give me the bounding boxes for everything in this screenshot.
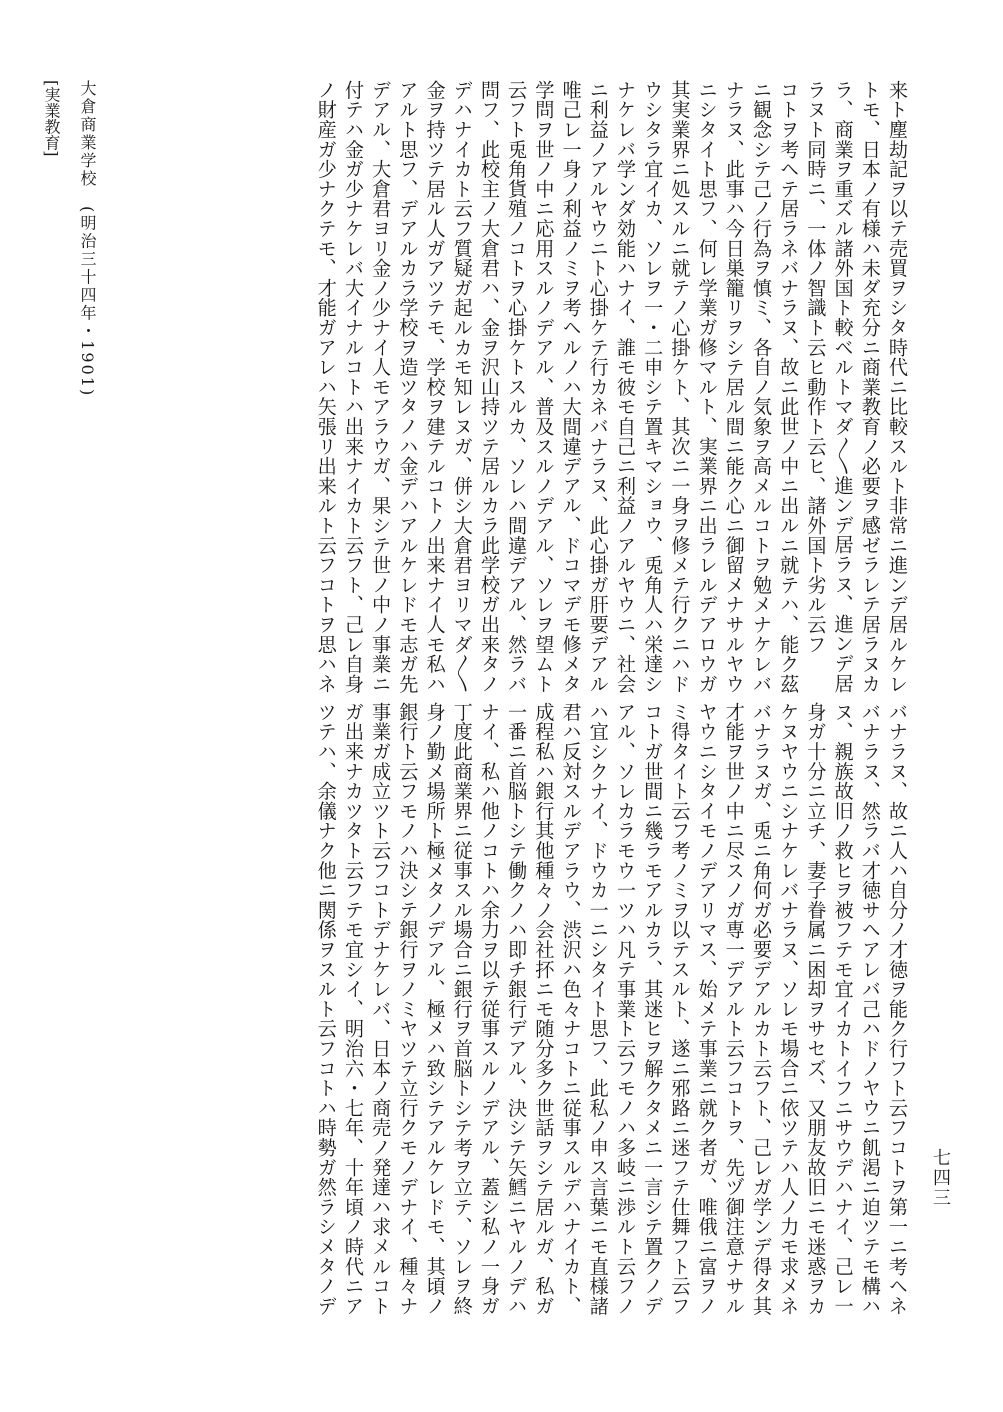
- text-column: 其実業界ニ処スルニ就テノ心掛ケト、其次ニ一身ヲ修メテ行クニハド: [668, 80, 692, 694]
- text-column: トモ、日本ノ有様ハ未ダ充分ニ商業教育ノ必要ヲ感ゼラレテ居ラヌカ: [858, 80, 882, 694]
- text-column: 一番ニ首脳トシテ働クノハ即チ銀行デアル、決シテ矢鱈ニヤルノデハ: [505, 702, 529, 1316]
- text-column: 身ガ十分ニ立チ、妻子眷属ニ困却ヲサセズ、又朋友故旧ニモ迷惑ヲカ: [804, 702, 828, 1316]
- text-column: 云フト兎角貨殖ノコトヲ心掛ケトスルカ、ソレハ間違デアル、然ラバ: [505, 80, 529, 694]
- text-column: バナラヌ、然ラバ才徳サヘアレバ己ハドノヤウニ飢渇ニ迫ツテモ構ハ: [858, 702, 882, 1316]
- text-column: 成程私ハ銀行其他種々ノ会社抔ニモ随分多ク世話ヲシテ居ルガ、私ガ: [532, 702, 556, 1316]
- text-column: ヤウニシタイモノデアリマス、始メテ事業ニ就ク者ガ、唯俄ニ富ヲノ: [695, 702, 719, 1316]
- text-column: ガ出来ナカツタト云フテモ宜シイ、明治六・七年、十年頃ノ時代ニア: [341, 702, 365, 1316]
- text-column: 金ヲ持ツテ居ル人ガアツテモ、学校ヲ建テルコトノ出来ナイ人モ私ハ: [423, 80, 447, 694]
- text-column: 身ノ勤メ場所ト極メタノデアル、極メハ致シテアルケレドモ、其頃ノ: [423, 702, 447, 1316]
- text-block-upper: [313, 80, 911, 694]
- text-column: ナイ、私ハ他ノコトハ余力ヲ以テ従事スルノデアル、蓋シ私ノ一身ガ: [477, 702, 501, 1316]
- text-column: デハナイカト云フ質疑ガ起ルカモ知レヌガ、併シ大倉君ヨリマダ〳〵: [450, 80, 474, 694]
- text-column: デアル、大倉君ヨリ金ノ少ナイ人モアラウガ、果シテ世ノ中ノ事業ニ: [369, 80, 393, 694]
- text-column: コトガ世間ニ幾ラモアルカラ、其迷ヒヲ解クタメニ一言シテ置クノデ: [641, 702, 665, 1316]
- text-column: ヌ、親族故旧ノ救ヒヲ被フテモ宜イカトイフニサウデハナイ、己レ一: [831, 702, 855, 1316]
- text-column: 才能ヲ世ノ中ニ尽スノガ専一デアルト云フコトヲ、先ヅ御注意ナサル: [722, 702, 746, 1316]
- text-column: 君ハ反対スルデアラウ、渋沢ハ色々ナコトニ従事スルデハナイカト、: [559, 702, 583, 1316]
- text-column: ラヌト同時ニ、一体ノ智識ト云ヒ動作ト云ヒ、諸外国ト劣ル云フ: [804, 80, 828, 655]
- source-caption: 大倉商業学校 (明治三十四年・1901): [78, 80, 97, 398]
- text-column: 学問ヲ世ノ中ニ応用スルノデアル、普及スルノデアル、ソレヲ望ムト: [532, 80, 556, 694]
- text-column: ニ観念シテ己ノ行為ヲ慎ミ、各自ノ気象ヲ高メルコトヲ勉メナケレバ: [749, 80, 773, 694]
- text-column: ツテハ、余儀ナク他ニ関係ヲスルト云フコトハ時勢ガ然ラシメタノデ: [314, 702, 338, 1316]
- text-column: ケヌヤウニシナケレバナラヌ、ソレモ場合ニ依ツテハ人ノ力モ求メネ: [777, 702, 801, 1316]
- text-block-lower: [313, 702, 911, 1316]
- text-column: 付テハ金ガ少ナケレバ大イナルコトハ出来ナイカト云フト、己レ自身: [341, 80, 365, 694]
- text-column: ナラヌ、此事ハ今日巣籠リヲシテ居ル間ニ能ク心ニ御留メナサルヤウ: [722, 80, 746, 694]
- text-column: ウシタラ宜イカ、ソレヲ一・二申シテ置キマショウ、兎角人ハ栄達シ: [641, 80, 665, 694]
- text-column: 事業ガ成立ツト云フコトデナケレバ、日本ノ商売ノ発達ハ求メルコト: [369, 702, 393, 1316]
- text-column: コトヲ考ヘテ居ラネバナラヌ、故ニ此世ノ中ニ出ルニ就テハ、能ク茲: [777, 80, 801, 694]
- text-column: アル、ソレカラモウ一ツハ凡テ事業ト云フモノハ多岐ニ渉ルト云フノ: [613, 702, 637, 1316]
- text-column: 唯己レ一身ノ利益ノミヲ考ヘルノハ大間違デアル、ドコマデモ修メタ: [559, 80, 583, 694]
- text-column: バナラヌ、故ニ人ハ自分ノ才徳ヲ能ク行フト云フコトヲ第一ニ考ヘネ: [886, 702, 909, 1316]
- text-column: 来ト塵劫記ヲ以テ売買ヲシタ時代ニ比較スルト非常ニ進ンデ居ルケレ: [886, 80, 909, 694]
- text-column: ニ利益ノアルヤウニト心掛ケテ行カネバナラヌ、此心掛ガ肝要デアル: [586, 80, 610, 694]
- text-column: ニシタイト思フ、何レ学業ガ修マルト、実業界ニ出ラレルデアロウガ: [695, 80, 719, 694]
- text-column: ノ財産ガ少ナクテモ、才能ガアレハ矢張リ出来ルト云フコトヲ思ハネ: [314, 80, 338, 694]
- text-column: ラ、商業ヲ重ズル諸外国ト較ベルトマダ〳〵進ンデ居ラヌ、進ンデ居: [831, 80, 855, 694]
- text-column: ハ宜シクナイ、ドウカ一ニシタイト思フ、此私ノ申ス言葉ニモ直様諸: [586, 702, 610, 1316]
- text-column: 問フ、此校主ノ大倉君ハ、金ヲ沢山持ツテ居ルカラ此学校ガ出来タノ: [477, 80, 501, 694]
- text-column: バナラヌガ、兎ニ角何ガ必要デアルカト云フト、己レガ学ンデ得タ其: [749, 702, 773, 1316]
- page-number: 七四三: [930, 1148, 951, 1208]
- section-caption: [実業教育]: [42, 80, 61, 157]
- text-column: 銀行ト云フモノハ決シテ銀行ヲノミヤツテ立行クモノデナイ、種々ナ: [396, 702, 420, 1316]
- text-column: ナケレバ学ンダ効能ハナイ、誰モ彼モ自己ニ利益ノアルヤウニ、社会: [613, 80, 637, 694]
- text-column: ミ得タイト云フ考ノミヲ以テスルト、遂ニ邪路ニ迷フテ仕舞フト云フ: [668, 702, 692, 1316]
- text-column: アルト思フ、デアルカラ学校ヲ造ツタノハ金デハアルケレドモ志ガ先: [396, 80, 420, 694]
- text-column: 丁度此商業界ニ従事スル場合ニ銀行ヲ首脳トシテ考ヲ立テ、ソレヲ終: [450, 702, 474, 1316]
